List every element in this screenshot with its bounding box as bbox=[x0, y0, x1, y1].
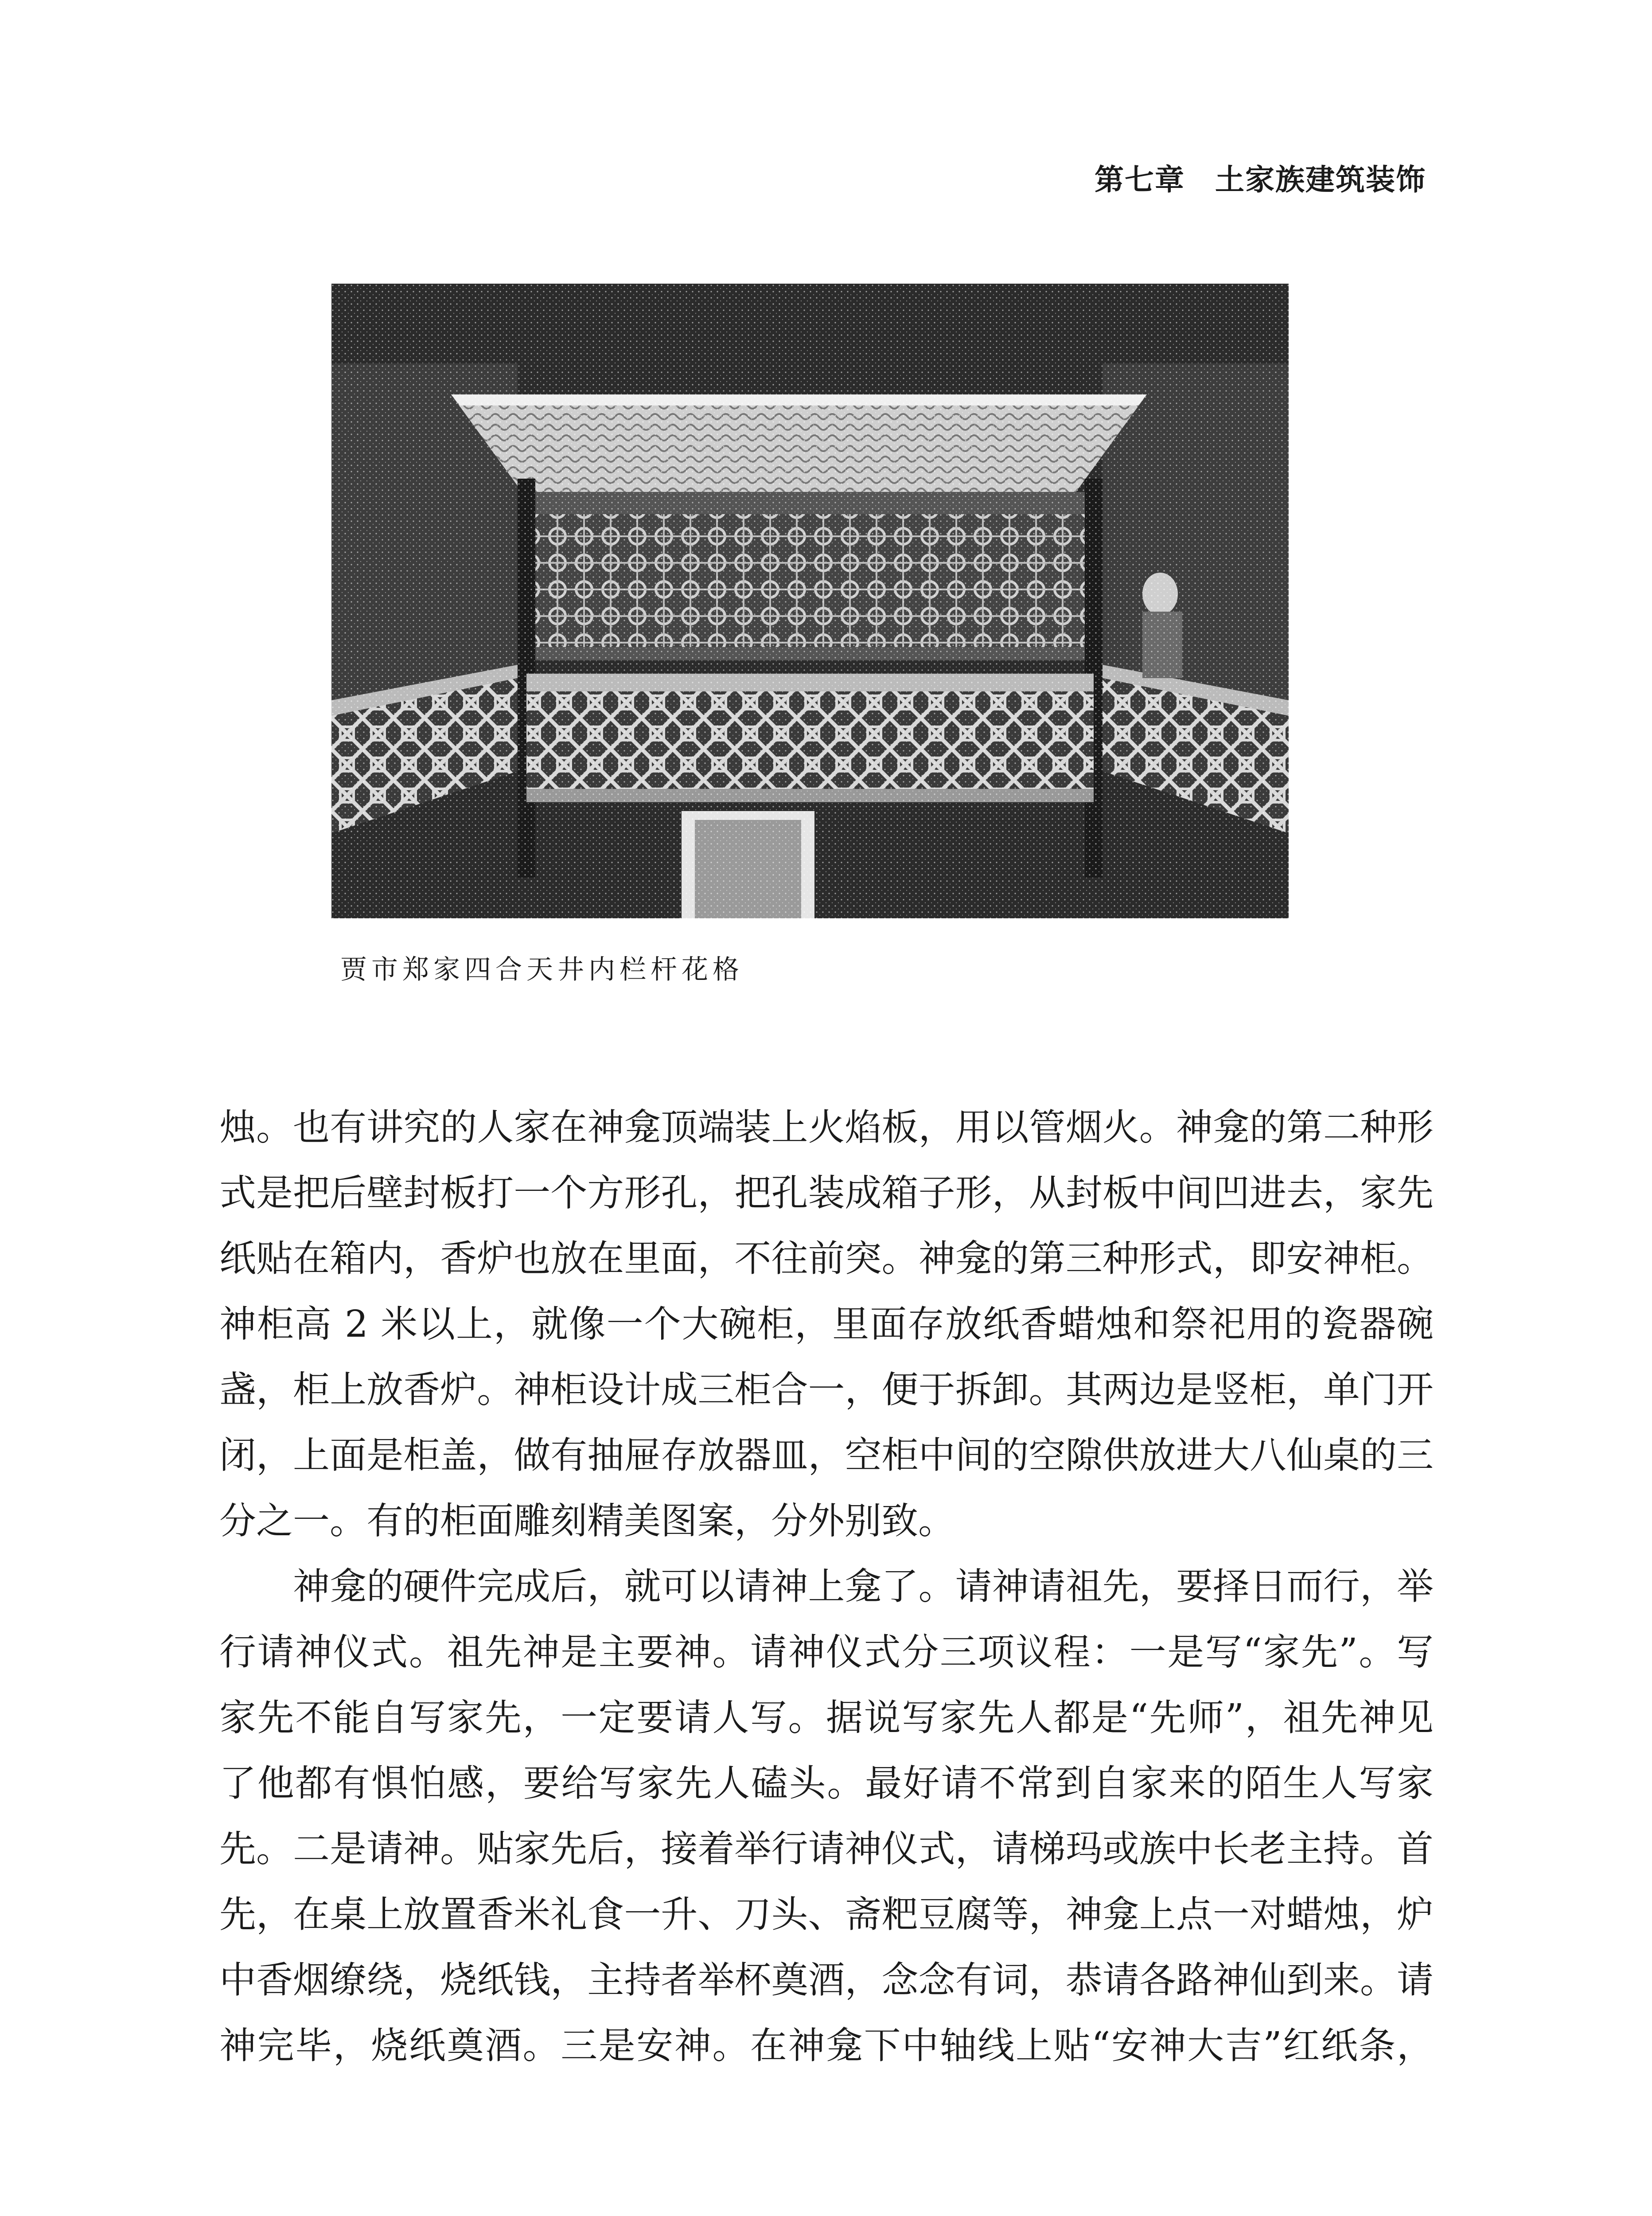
text-line: 先，在桌上放置香米礼食一升、刀头、斋粑豆腐等，神龛上点一对蜡烛，炉 bbox=[219, 1893, 1434, 1936]
text-line: 中香烟缭绕，烧纸钱，主持者举杯奠酒，念念有词，恭请各路神仙到来。请 bbox=[219, 1959, 1434, 2001]
text-line: 闭，上面是柜盖，做有抽屉存放器皿，空柜中间的空隙供放进大八仙桌的三 bbox=[219, 1434, 1434, 1477]
text-line: 神龛的硬件完成后，就可以请神上龛了。请神请祖先，要择日而行，举 bbox=[219, 1565, 1434, 1608]
text-line: 烛。也有讲究的人家在神龛顶端装上火焰板，用以管烟火。神龛的第二种形 bbox=[219, 1106, 1434, 1149]
text-line: 盏，柜上放香炉。神柜设计成三柜合一，便于拆卸。其两边是竖柜，单门开 bbox=[219, 1368, 1434, 1411]
text-line: 了他都有惧怕感，要给写家先人磕头。最好请不常到自家来的陌生人写家 bbox=[219, 1762, 1434, 1805]
courtyard-photo-image bbox=[331, 284, 1289, 918]
text-line: 分之一。有的柜面雕刻精美图案，分外别致。 bbox=[219, 1499, 955, 1542]
text-line: 先。二是请神。贴家先后，接着举行请神仪式，请梯玛或族中长老主持。首 bbox=[219, 1827, 1434, 1870]
text-line: 式是把后壁封板打一个方形孔，把孔装成箱子形，从封板中间凹进去，家先 bbox=[219, 1171, 1434, 1214]
text-line: 神完毕，烧纸奠酒。三是安神。在神龛下中轴线上贴“安神大吉”红纸条， bbox=[219, 2024, 1434, 2067]
text-line: 家先不能自写家先，一定要请人写。据说写家先人都是“先师”，祖先神见 bbox=[219, 1696, 1434, 1739]
text-line: 行请神仪式。祖先神是主要神。请神仪式分三项议程：一是写“家先”。写 bbox=[219, 1631, 1434, 1674]
text-line: 神柜高 2 米以上，就像一个大碗柜，里面存放纸香蜡烛和祭祀用的瓷器碗 bbox=[219, 1303, 1434, 1346]
running-header: 第七章 土家族建筑装饰 bbox=[1095, 163, 1426, 197]
courtyard-photo bbox=[331, 284, 1289, 918]
figure-caption: 贾市郑家四合天井内栏杆花格 bbox=[340, 954, 744, 985]
body-text bbox=[219, 1095, 1434, 2079]
text-line: 纸贴在箱内，香炉也放在里面，不往前突。神龛的第三种形式，即安神柜。 bbox=[219, 1237, 1434, 1280]
